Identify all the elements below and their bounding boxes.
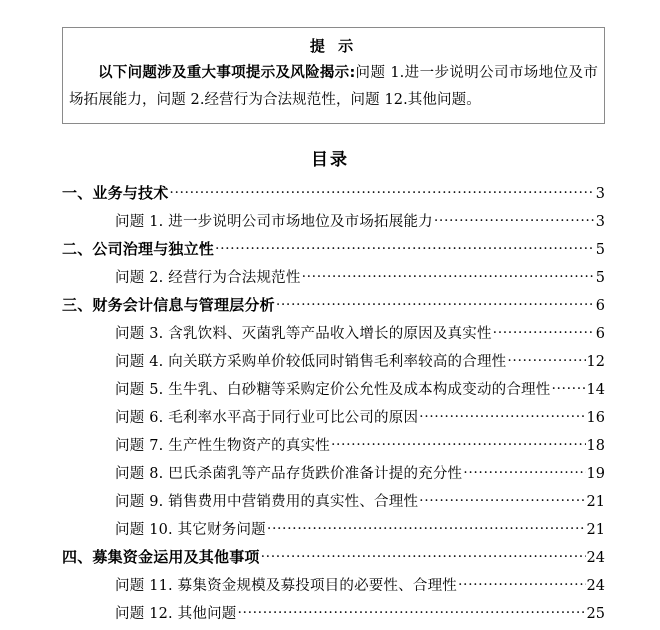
toc-entry-page-number: 21 — [586, 522, 605, 538]
toc-entry-label: 问题 1. 进一步说明公司市场地位及市场拓展能力 — [115, 214, 433, 230]
toc-entry[interactable] — [62, 350, 605, 378]
toc-entry-label: 问题 5. 生牛乳、白砂糖等采购定价公允性及成本构成变动的合理性 — [115, 382, 551, 398]
toc-entry-label: 问题 3. 含乳饮料、灭菌乳等产品收入增长的原因及真实性 — [115, 326, 492, 342]
toc-dot-leader — [434, 210, 595, 226]
toc-entry-page-number: 5 — [595, 242, 605, 258]
toc-entry[interactable] — [62, 406, 605, 434]
toc-entry-page-number: 6 — [595, 298, 605, 314]
toc-dot-leader — [419, 406, 585, 422]
toc-entry[interactable] — [62, 182, 605, 210]
table-of-contents — [62, 182, 605, 630]
toc-entry[interactable] — [62, 238, 605, 266]
toc-entry-page-number: 24 — [586, 550, 605, 566]
toc-dot-leader — [169, 182, 594, 198]
toc-entry[interactable] — [62, 602, 605, 630]
toc-entry-page-number: 19 — [586, 466, 605, 482]
toc-dot-leader — [463, 462, 585, 478]
toc-dot-leader — [493, 322, 595, 338]
toc-entry[interactable] — [62, 546, 605, 574]
notice-body-emphasis: 以下问题涉及重大事项提示及风险揭示: — [98, 65, 356, 81]
toc-entry[interactable] — [62, 210, 605, 238]
toc-entry-label: 问题 4. 向关联方采购单价较低同时销售毛利率较高的合理性 — [115, 354, 507, 370]
toc-entry-page-number: 3 — [595, 186, 605, 202]
toc-dot-leader — [419, 490, 585, 506]
toc-entry-label: 问题 11. 募集资金规模及募投项目的必要性、合理性 — [115, 578, 457, 594]
toc-entry-page-number: 14 — [586, 382, 605, 398]
toc-dot-leader — [215, 238, 595, 254]
toc-entry-label: 问题 10. 其它财务问题 — [115, 522, 266, 538]
toc-dot-leader — [261, 546, 586, 562]
toc-entry-page-number: 3 — [595, 214, 605, 230]
toc-entry-label: 二、公司治理与独立性 — [62, 240, 215, 258]
toc-entry-label: 问题 8. 巴氏杀菌乳等产品存货跌价准备计提的充分性 — [115, 466, 463, 482]
toc-entry[interactable] — [62, 518, 605, 546]
toc-entry-label: 问题 2. 经营行为合法规范性 — [115, 270, 301, 286]
notice-body — [69, 60, 598, 114]
toc-dot-leader — [276, 294, 595, 310]
toc-entry-label: 问题 6. 毛利率水平高于同行业可比公司的原因 — [115, 410, 419, 426]
toc-entry[interactable] — [62, 490, 605, 518]
toc-dot-leader — [331, 434, 586, 450]
toc-entry-page-number: 18 — [586, 438, 605, 454]
toc-entry-page-number: 12 — [586, 354, 605, 370]
toc-dot-leader — [267, 518, 586, 534]
toc-entry-page-number: 25 — [586, 606, 605, 622]
notice-box — [62, 27, 605, 124]
toc-entry-label: 三、财务会计信息与管理层分析 — [62, 296, 275, 314]
toc-dot-leader — [551, 378, 585, 394]
toc-dot-leader — [458, 574, 586, 590]
toc-entry-label: 四、募集资金运用及其他事项 — [62, 548, 260, 566]
toc-entry[interactable] — [62, 294, 605, 322]
notice-title: 提 示 — [309, 37, 358, 55]
toc-entry-label: 一、业务与技术 — [62, 184, 169, 202]
toc-entry-page-number: 5 — [595, 270, 605, 286]
toc-entry-page-number: 24 — [586, 578, 605, 594]
toc-entry[interactable] — [62, 378, 605, 406]
notice-body-rest: 问题 1.进一步说明公司市场地位及市场拓展能力，问题 2.经营行为合法规范性，问题 12.其他问题。 — [69, 65, 598, 108]
toc-entry[interactable] — [62, 266, 605, 294]
toc-entry[interactable] — [62, 574, 605, 602]
toc-entry[interactable] — [62, 322, 605, 350]
toc-entry-label: 问题 12. 其他问题 — [115, 606, 237, 622]
page-title: 目录 — [311, 150, 349, 170]
toc-entry-page-number: 21 — [586, 494, 605, 510]
toc-entry[interactable] — [62, 462, 605, 490]
toc-entry-label: 问题 7. 生产性生物资产的真实性 — [115, 438, 330, 454]
toc-entry[interactable] — [62, 434, 605, 462]
toc-dot-leader — [302, 266, 595, 282]
toc-dot-leader — [507, 350, 585, 366]
toc-entry-page-number: 16 — [586, 410, 605, 426]
toc-entry-page-number: 6 — [595, 326, 605, 342]
toc-dot-leader — [237, 602, 585, 618]
toc-entry-label: 问题 9. 销售费用中营销费用的真实性、合理性 — [115, 494, 419, 510]
